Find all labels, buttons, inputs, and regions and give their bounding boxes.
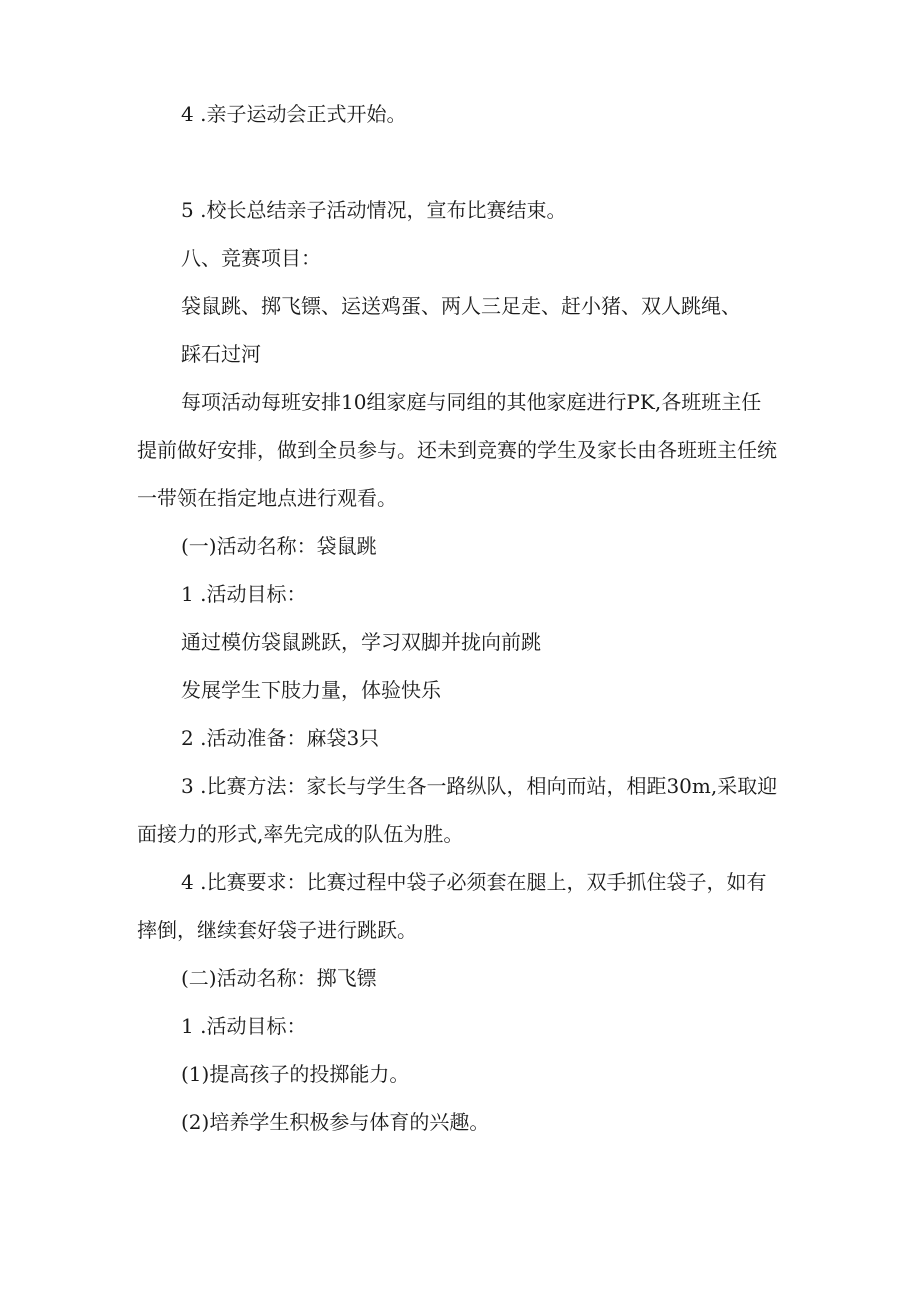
text-line: 摔倒，继续套好袋子进行跳跃。 [137,918,417,942]
text-line: 提前做好安排，做到全员参与。还未到竞赛的学生及家长由各班班主任统 [137,438,777,462]
text-line: 3 .比赛方法：家长与学生各一路纵队，相向而站，相距30m,采取迎 [181,774,778,798]
text-line: 4 .比赛要求：比赛过程中袋子必须套在腿上，双手抓住袋子，如有 [181,870,767,894]
text-line: 1 .活动目标： [181,1014,307,1038]
subsection-heading: (二)活动名称：掷飞镖 [181,966,377,990]
text-line: (1)提高孩子的投掷能力。 [181,1062,410,1086]
text-line: (2)培养学生积极参与体育的兴趣。 [181,1110,490,1134]
text-line: 2 .活动准备：麻袋3只 [181,726,380,750]
text-line: 一带领在指定地点进行观看。 [137,486,397,510]
text-line: 每项活动每班安排10组家庭与同组的其他家庭进行PK,各班班主任 [181,390,762,414]
section-heading: 八、竞赛项目： [181,246,321,270]
text-line: 1 .活动目标： [181,582,307,606]
subsection-heading: (一)活动名称：袋鼠跳 [181,534,377,558]
text-line: 5 .校长总结亲子活动情况，宣布比赛结束。 [181,198,567,222]
text-line: 发展学生下肢力量，体验快乐 [181,678,441,702]
text-line: 面接力的形式,率先完成的队伍为胜。 [137,822,464,846]
text-line: 袋鼠跳、掷飞镖、运送鸡蛋、两人三足走、赶小猪、双人跳绳、 [181,294,741,318]
text-line: 踩石过河 [181,342,261,366]
text-line: 通过模仿袋鼠跳跃，学习双脚并拢向前跳 [181,630,541,654]
text-line: 4 .亲子运动会正式开始。 [181,102,407,126]
